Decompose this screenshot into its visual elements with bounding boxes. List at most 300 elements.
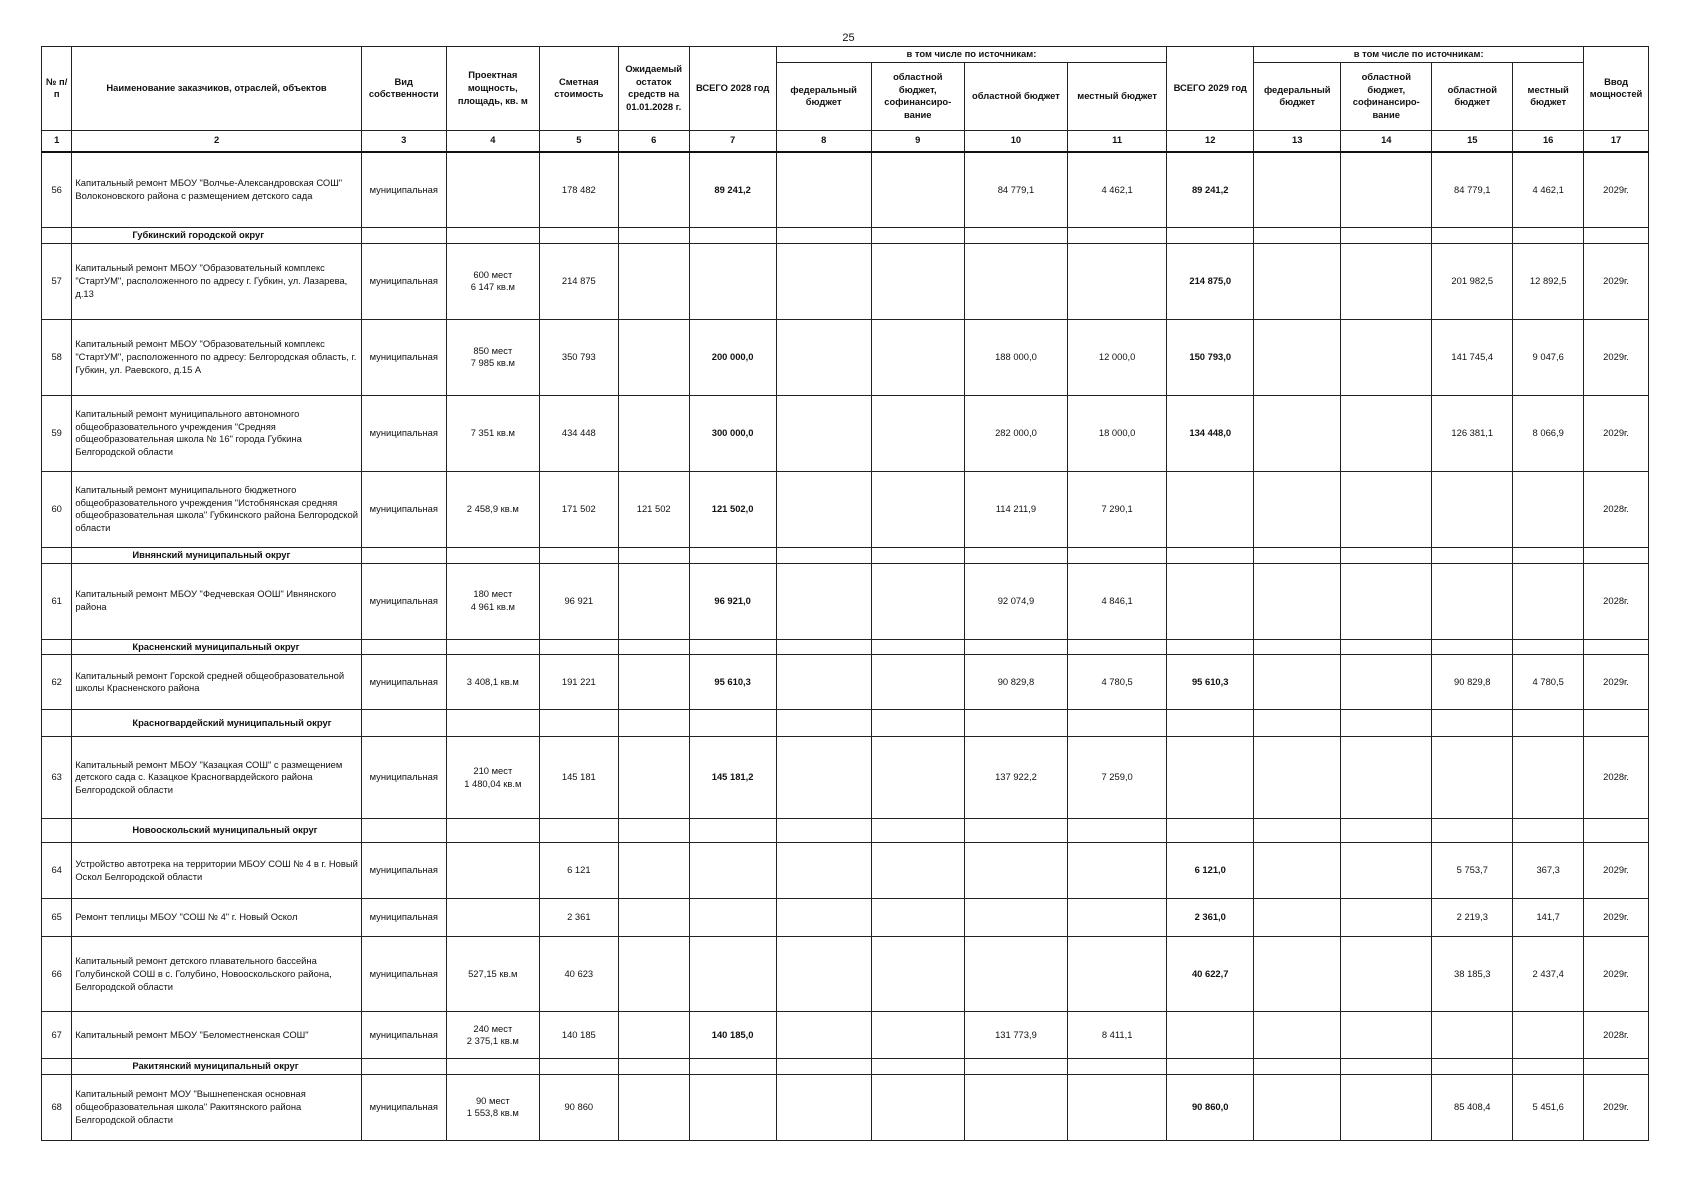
total-2029: 6 121,0 [1167,843,1254,899]
regional-cofin-2028 [871,395,964,471]
row-number: 59 [42,395,72,471]
local-2029: 12 892,5 [1513,243,1584,319]
expected-balance [618,395,689,471]
federal-2029 [1254,152,1341,228]
local-2028: 12 000,0 [1068,319,1167,395]
regional-2028 [964,843,1067,899]
local-2028: 4 462,1 [1068,152,1167,228]
regional-2029 [1432,1012,1513,1059]
local-2029: 4 780,5 [1513,655,1584,710]
total-2028: 200 000,0 [689,319,776,395]
section-empty-cell [871,819,964,843]
federal-2028 [776,737,871,819]
estimated-cost: 40 623 [539,937,618,1012]
ownership: муниципальная [361,737,446,819]
federal-2029 [1254,243,1341,319]
row-number: 60 [42,471,72,547]
section-empty-cell [1584,639,1649,655]
section-empty-cell [446,710,539,737]
ownership: муниципальная [361,937,446,1012]
regional-2029 [1432,471,1513,547]
ownership: муниципальная [361,1074,446,1140]
column-number: 14 [1341,130,1432,152]
commissioning-year: 2029г. [1584,843,1649,899]
regional-2028: 282 000,0 [964,395,1067,471]
local-2028: 7 259,0 [1068,737,1167,819]
section-empty-cell [446,228,539,244]
column-number: 8 [776,130,871,152]
section-empty-cell [776,639,871,655]
object-name: Капитальный ремонт МБОУ "Образовательный комплекс "СтартУМ", расположенного по адресу: Белгородская область, г. Губкин, ул. Раевского, д.15 А [72,319,361,395]
ownership: муниципальная [361,152,446,228]
regional-2029: 2 219,3 [1432,899,1513,937]
section-empty-cell [446,1059,539,1075]
regional-2028: 84 779,1 [964,152,1067,228]
federal-2029 [1254,899,1341,937]
expected-balance [618,737,689,819]
federal-2028 [776,1012,871,1059]
section-empty-cell [1068,228,1167,244]
section-empty-cell [1584,710,1649,737]
header-sources-2029: в том числе по источникам: [1254,47,1584,63]
table-row [42,843,1649,899]
total-2029 [1167,737,1254,819]
estimated-cost: 140 185 [539,1012,618,1059]
federal-2028 [776,395,871,471]
section-empty-cell [1341,639,1432,655]
header-regional-2029: областной бюджет [1432,62,1513,130]
section-empty-cell [689,639,776,655]
section-row [42,819,1649,843]
section-empty-cell [539,639,618,655]
section-empty-cell [1068,1059,1167,1075]
row-number: 64 [42,843,72,899]
expected-balance [618,655,689,710]
row-number: 67 [42,1012,72,1059]
estimated-cost: 145 181 [539,737,618,819]
section-row [42,547,1649,563]
total-2029: 150 793,0 [1167,319,1254,395]
regional-cofin-2028 [871,1074,964,1140]
local-2029: 4 462,1 [1513,152,1584,228]
commissioning-year: 2029г. [1584,937,1649,1012]
local-2028: 4 846,1 [1068,563,1167,639]
local-2028 [1068,937,1167,1012]
local-2029: 9 047,6 [1513,319,1584,395]
total-2028 [689,243,776,319]
federal-2028 [776,243,871,319]
regional-cofin-2029 [1341,655,1432,710]
regional-2028 [964,937,1067,1012]
section-title: Красненский муниципальный округ [72,639,361,655]
commissioning-year: 2029г. [1584,243,1649,319]
federal-2029 [1254,1074,1341,1140]
section-empty-cell [964,710,1067,737]
federal-2029 [1254,655,1341,710]
row-number: 57 [42,243,72,319]
row-number: 56 [42,152,72,228]
federal-2028 [776,843,871,899]
section-empty-cell [964,819,1067,843]
local-2029: 5 451,6 [1513,1074,1584,1140]
section-empty-cell [1254,710,1341,737]
section-empty-cell [1432,819,1513,843]
section-empty-cell [1167,547,1254,563]
section-empty-cell [964,1059,1067,1075]
total-2028: 95 610,3 [689,655,776,710]
total-2028: 140 185,0 [689,1012,776,1059]
section-empty-cell [1167,639,1254,655]
section-spacer [42,228,72,244]
estimated-cost: 90 860 [539,1074,618,1140]
total-2028 [689,937,776,1012]
estimated-cost: 191 221 [539,655,618,710]
section-empty-cell [1254,639,1341,655]
section-empty-cell [1167,819,1254,843]
estimated-cost: 350 793 [539,319,618,395]
commissioning-year: 2029г. [1584,152,1649,228]
regional-2028 [964,1074,1067,1140]
object-name: Капитальный ремонт муниципального автономного общеобразовательного учреждения "Средняя общеобразовательная школа № 16" города Губкина Белгородской области [72,395,361,471]
total-2028 [689,843,776,899]
regional-2028: 92 074,9 [964,563,1067,639]
federal-2028 [776,1074,871,1140]
regional-cofin-2029 [1341,563,1432,639]
ownership: муниципальная [361,1012,446,1059]
estimated-cost: 434 448 [539,395,618,471]
section-title: Красногвардейский муниципальный округ [72,710,361,737]
regional-cofin-2028 [871,655,964,710]
commissioning-year: 2028г. [1584,737,1649,819]
row-number: 58 [42,319,72,395]
local-2029: 8 066,9 [1513,395,1584,471]
section-empty-cell [1432,228,1513,244]
federal-2029 [1254,737,1341,819]
section-empty-cell [1432,710,1513,737]
object-name: Капитальный ремонт МБОУ "Волчье-Александровская СОШ" Волоконовского района с размещением детского сада [72,152,361,228]
object-name: Капитальный ремонт МБОУ "Образовательный комплекс "СтартУМ", расположенного по адресу г. Губкин, ул. Лазарева, д.13 [72,243,361,319]
local-2029: 2 437,4 [1513,937,1584,1012]
regional-cofin-2029 [1341,319,1432,395]
column-number: 3 [361,130,446,152]
section-empty-cell [1254,228,1341,244]
section-empty-cell [776,710,871,737]
total-2029: 89 241,2 [1167,152,1254,228]
regional-2029 [1432,737,1513,819]
regional-cofin-2029 [1341,937,1432,1012]
regional-2029: 201 982,5 [1432,243,1513,319]
section-empty-cell [871,1059,964,1075]
federal-2029 [1254,937,1341,1012]
expected-balance [618,563,689,639]
regional-2029: 126 381,1 [1432,395,1513,471]
section-empty-cell [1068,639,1167,655]
section-empty-cell [1513,228,1584,244]
regional-cofin-2029 [1341,152,1432,228]
local-2028: 4 780,5 [1068,655,1167,710]
total-2028: 89 241,2 [689,152,776,228]
section-spacer [42,547,72,563]
regional-cofin-2029 [1341,243,1432,319]
commissioning-year: 2029г. [1584,395,1649,471]
row-number: 61 [42,563,72,639]
ownership: муниципальная [361,655,446,710]
federal-2028 [776,152,871,228]
section-row [42,228,1649,244]
regional-2029: 84 779,1 [1432,152,1513,228]
regional-cofin-2029 [1341,1012,1432,1059]
total-2028 [689,1074,776,1140]
section-empty-cell [689,1059,776,1075]
federal-2028 [776,563,871,639]
capacity: 2 458,9 кв.м [446,471,539,547]
capacity: 527,15 кв.м [446,937,539,1012]
total-2029: 95 610,3 [1167,655,1254,710]
estimated-cost: 214 875 [539,243,618,319]
header-expected-balance: Ожидаемый остаток средств на 01.01.2028 г. [618,47,689,131]
section-empty-cell [1513,710,1584,737]
regional-2029 [1432,563,1513,639]
regional-cofin-2029 [1341,395,1432,471]
federal-2029 [1254,1012,1341,1059]
section-empty-cell [618,1059,689,1075]
section-empty-cell [446,547,539,563]
section-empty-cell [1341,547,1432,563]
object-name: Капитальный ремонт МБОУ "Беломестненская СОШ" [72,1012,361,1059]
capacity [446,843,539,899]
section-empty-cell [361,639,446,655]
capacity: 210 мест 1 480,04 кв.м [446,737,539,819]
regional-2028: 90 829,8 [964,655,1067,710]
total-2029: 134 448,0 [1167,395,1254,471]
local-2029: 367,3 [1513,843,1584,899]
object-name: Капитальный ремонт Горской средней общеобразовательной школы Красненского района [72,655,361,710]
table-row [42,737,1649,819]
section-empty-cell [776,228,871,244]
expected-balance [618,319,689,395]
object-name: Капитальный ремонт МБОУ "Федчевская ООШ" Ивнянского района [72,563,361,639]
capacity [446,152,539,228]
table-body [42,152,1649,1141]
header-local-2028: местный бюджет [1068,62,1167,130]
total-2029: 2 361,0 [1167,899,1254,937]
section-empty-cell [871,639,964,655]
commissioning-year: 2028г. [1584,471,1649,547]
estimated-cost: 96 921 [539,563,618,639]
regional-cofin-2028 [871,1012,964,1059]
header-regional-cofin-2028: областной бюджет, софинансиро-вание [871,62,964,130]
section-empty-cell [618,819,689,843]
header-regional-2028: областной бюджет [964,62,1067,130]
expected-balance [618,937,689,1012]
header-ownership: Вид собственности [361,47,446,131]
local-2029 [1513,471,1584,547]
section-empty-cell [618,228,689,244]
table-row [42,1012,1649,1059]
header-sources-2028: в том числе по источникам: [776,47,1167,63]
ownership: муниципальная [361,395,446,471]
section-empty-cell [361,228,446,244]
column-number: 11 [1068,130,1167,152]
section-empty-cell [446,639,539,655]
federal-2029 [1254,843,1341,899]
header-total-2029: ВСЕГО 2029 год [1167,47,1254,131]
regional-2029: 38 185,3 [1432,937,1513,1012]
section-empty-cell [1068,710,1167,737]
section-empty-cell [1513,1059,1584,1075]
section-empty-cell [539,547,618,563]
column-number: 5 [539,130,618,152]
section-row [42,639,1649,655]
ownership: муниципальная [361,243,446,319]
commissioning-year: 2029г. [1584,319,1649,395]
regional-cofin-2029 [1341,899,1432,937]
column-number: 15 [1432,130,1513,152]
total-2029: 90 860,0 [1167,1074,1254,1140]
regional-2028 [964,899,1067,937]
section-empty-cell [1167,1059,1254,1075]
capacity [446,899,539,937]
header-estimated-cost: Сметная стоимость [539,47,618,131]
column-number-row [42,130,1649,152]
total-2029 [1167,471,1254,547]
ownership: муниципальная [361,899,446,937]
regional-cofin-2028 [871,737,964,819]
header-regional-cofin-2029: областной бюджет, софинансиро-вание [1341,62,1432,130]
object-name: Капитальный ремонт МБОУ "Казацкая СОШ" с размещением детского сада с. Казацкое Красногвардейского района Белгородской области [72,737,361,819]
page-number: 25 [842,32,855,44]
capacity: 3 408,1 кв.м [446,655,539,710]
expected-balance [618,899,689,937]
section-empty-cell [361,547,446,563]
column-number: 1 [42,130,72,152]
section-empty-cell [1432,547,1513,563]
section-empty-cell [1584,819,1649,843]
regional-2029: 90 829,8 [1432,655,1513,710]
section-empty-cell [539,228,618,244]
section-empty-cell [1167,228,1254,244]
section-empty-cell [871,547,964,563]
capacity: 850 мест 7 985 кв.м [446,319,539,395]
expected-balance [618,243,689,319]
section-spacer [42,819,72,843]
row-number: 68 [42,1074,72,1140]
section-empty-cell [1254,547,1341,563]
total-2028: 145 181,2 [689,737,776,819]
regional-2029: 5 753,7 [1432,843,1513,899]
federal-2028 [776,937,871,1012]
commissioning-year: 2028г. [1584,563,1649,639]
section-empty-cell [361,1059,446,1075]
expected-balance: 121 502 [618,471,689,547]
section-title: Новооскольский муниципальный округ [72,819,361,843]
section-empty-cell [1068,547,1167,563]
section-empty-cell [689,547,776,563]
section-empty-cell [964,228,1067,244]
column-number: 10 [964,130,1067,152]
section-empty-cell [1584,547,1649,563]
section-empty-cell [1254,819,1341,843]
regional-cofin-2028 [871,243,964,319]
local-2029 [1513,1012,1584,1059]
table-row [42,937,1649,1012]
federal-2029 [1254,471,1341,547]
section-empty-cell [1068,819,1167,843]
header-local-2029: местный бюджет [1513,62,1584,130]
column-number: 17 [1584,130,1649,152]
estimated-cost: 171 502 [539,471,618,547]
regional-cofin-2028 [871,563,964,639]
section-title: Губкинский городской округ [72,228,361,244]
local-2028: 18 000,0 [1068,395,1167,471]
table-row [42,471,1649,547]
section-title: Ивнянский муниципальный округ [72,547,361,563]
local-2029 [1513,563,1584,639]
local-2028 [1068,1074,1167,1140]
federal-2029 [1254,319,1341,395]
row-number: 66 [42,937,72,1012]
commissioning-year: 2028г. [1584,1012,1649,1059]
table-row [42,1074,1649,1140]
capacity: 600 мест 6 147 кв.м [446,243,539,319]
estimated-cost: 6 121 [539,843,618,899]
local-2029 [1513,737,1584,819]
commissioning-year: 2029г. [1584,899,1649,937]
table-row [42,395,1649,471]
header-num: № п/п [42,47,72,131]
column-number: 2 [72,130,361,152]
regional-2028: 137 922,2 [964,737,1067,819]
column-number: 4 [446,130,539,152]
section-title: Ракитянский муниципальный округ [72,1059,361,1075]
regional-cofin-2028 [871,152,964,228]
section-empty-cell [1513,547,1584,563]
section-empty-cell [1513,819,1584,843]
section-empty-cell [361,819,446,843]
expected-balance [618,1012,689,1059]
section-empty-cell [776,819,871,843]
local-2028 [1068,243,1167,319]
local-2028 [1068,843,1167,899]
ownership: муниципальная [361,471,446,547]
table-row [42,152,1649,228]
section-empty-cell [539,819,618,843]
section-empty-cell [1584,228,1649,244]
section-empty-cell [871,228,964,244]
section-spacer [42,710,72,737]
section-empty-cell [539,710,618,737]
total-2028: 121 502,0 [689,471,776,547]
section-spacer [42,1059,72,1075]
estimated-cost: 2 361 [539,899,618,937]
column-number: 6 [618,130,689,152]
section-empty-cell [964,547,1067,563]
section-empty-cell [1432,1059,1513,1075]
regional-2028: 131 773,9 [964,1012,1067,1059]
column-number: 7 [689,130,776,152]
section-empty-cell [446,819,539,843]
regional-cofin-2028 [871,937,964,1012]
regional-cofin-2028 [871,899,964,937]
header-federal-2029: федеральный бюджет [1254,62,1341,130]
section-empty-cell [361,710,446,737]
section-empty-cell [1432,639,1513,655]
local-2028: 8 411,1 [1068,1012,1167,1059]
section-spacer [42,639,72,655]
regional-2028: 188 000,0 [964,319,1067,395]
regional-cofin-2029 [1341,843,1432,899]
section-empty-cell [1341,1059,1432,1075]
